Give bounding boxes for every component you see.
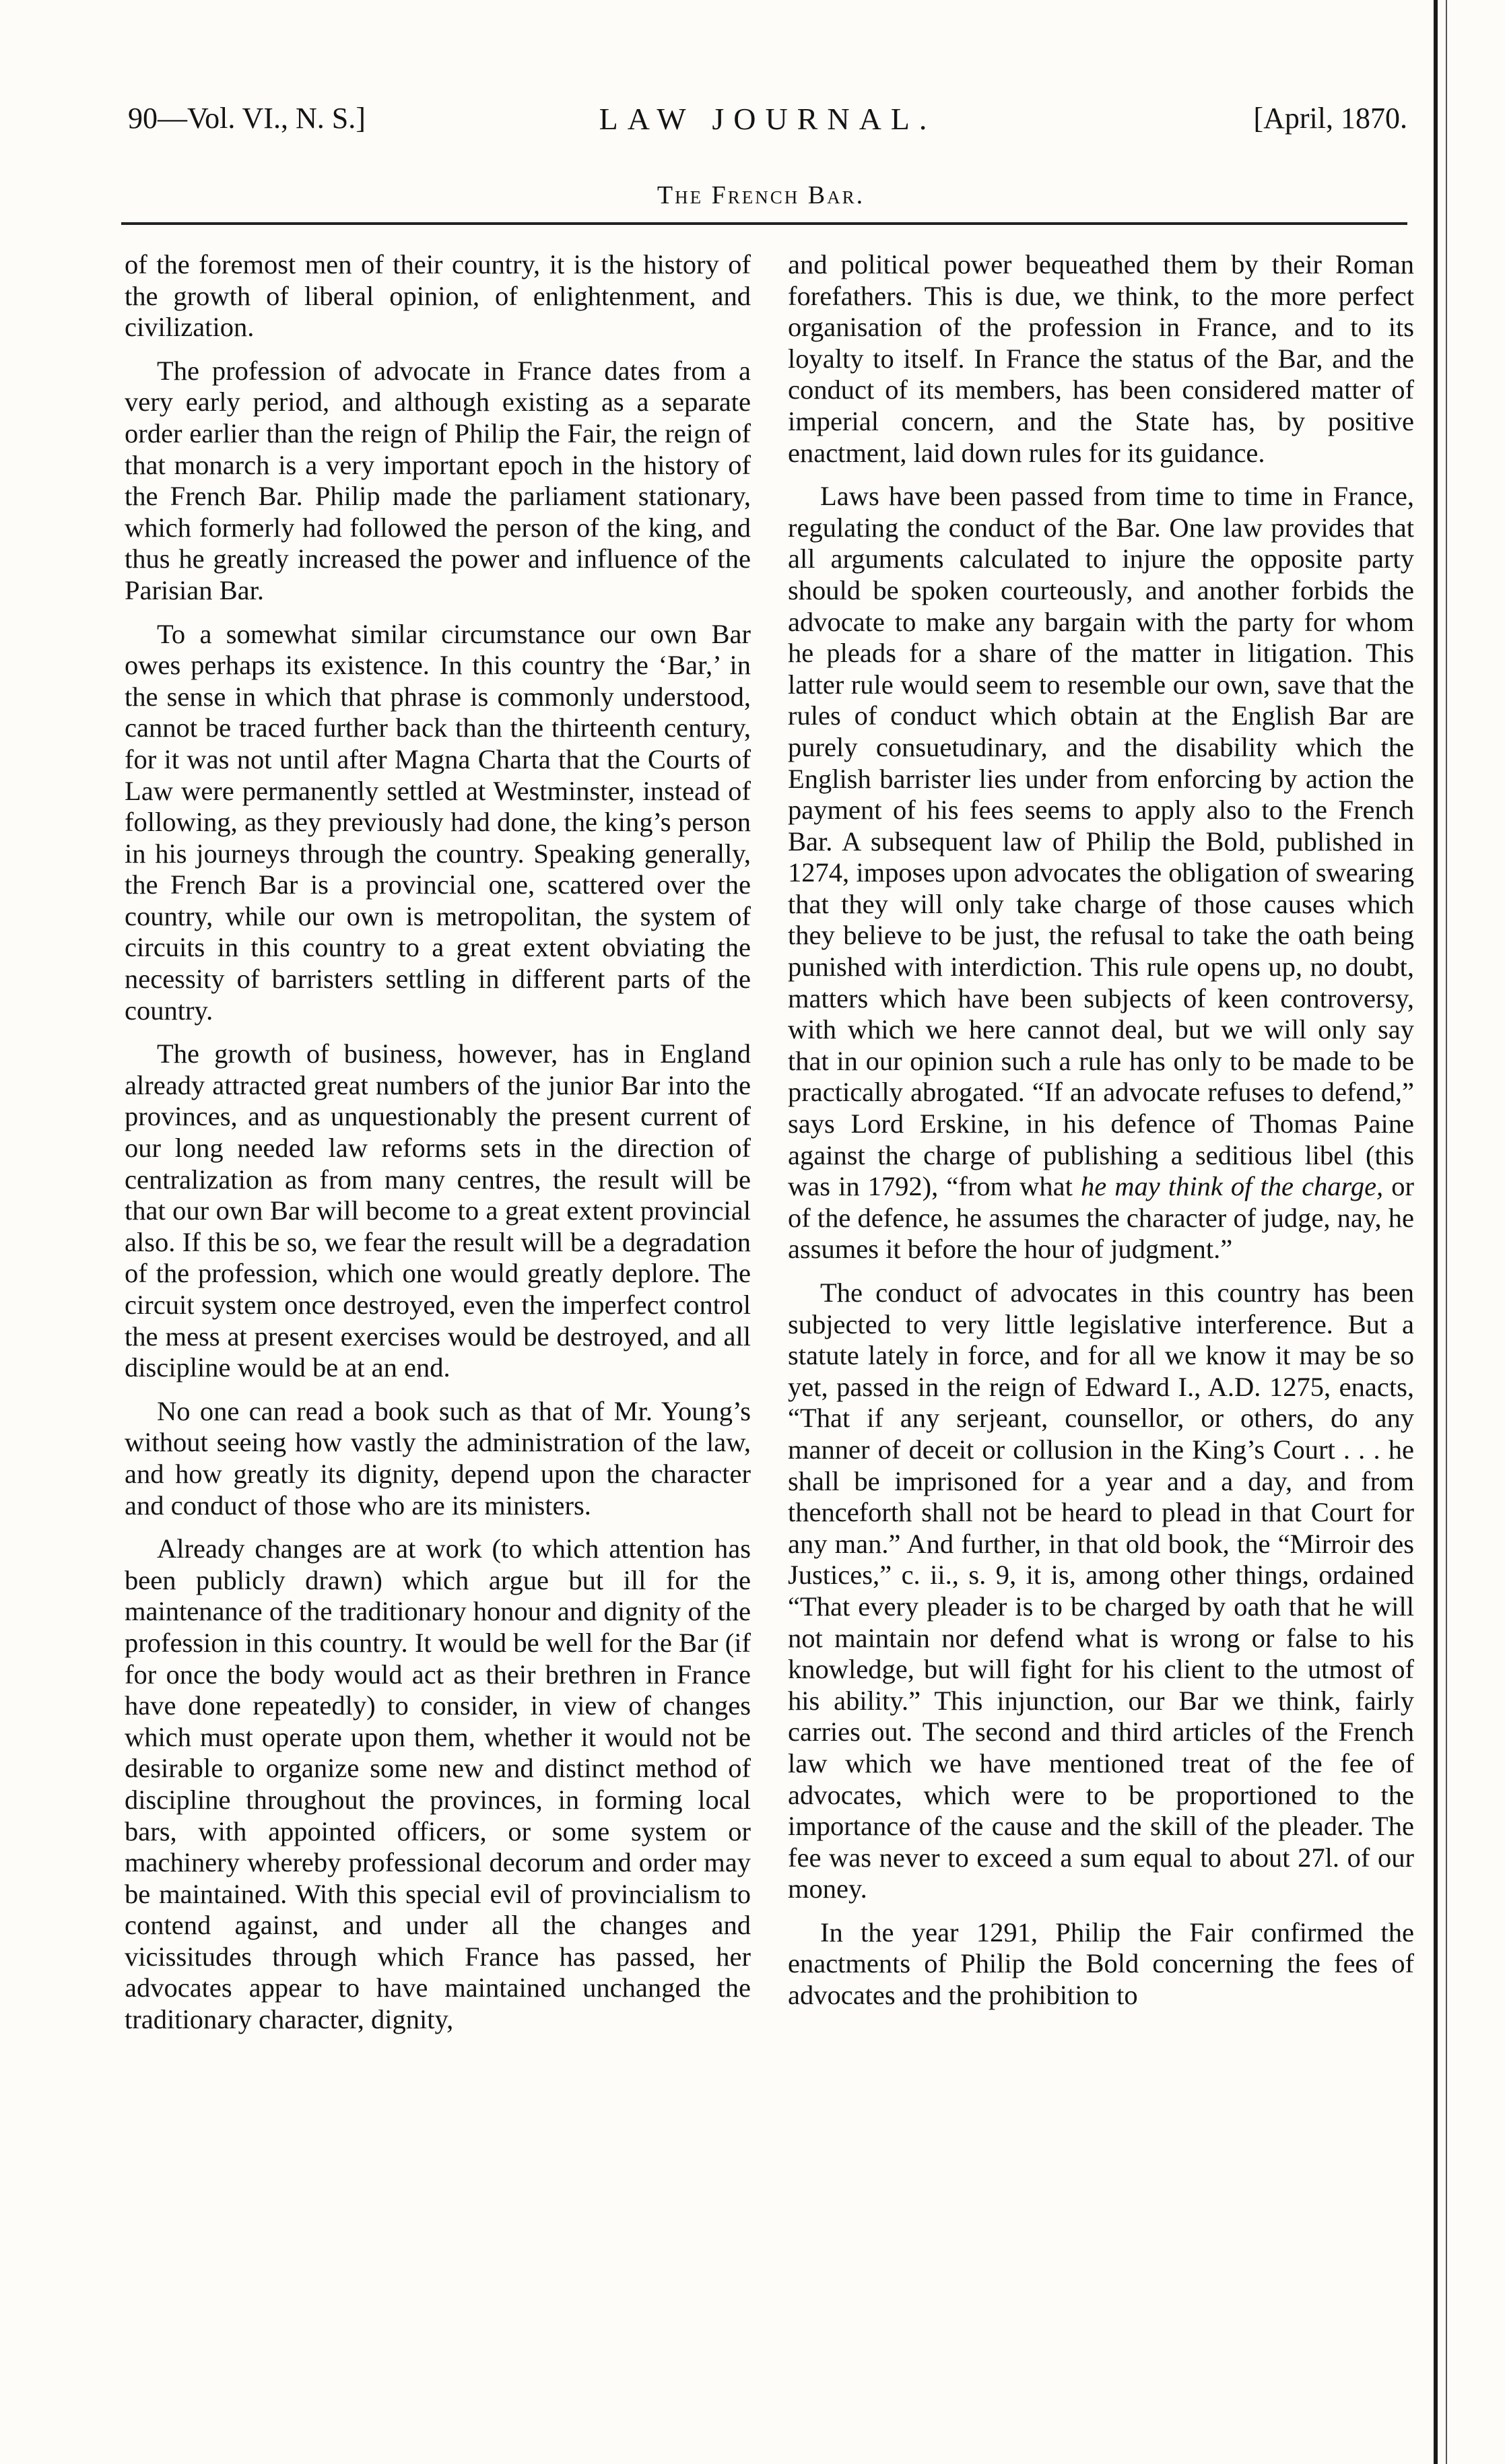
paragraph: Already changes are at work (to which attention has been publicly drawn) which argue but ill for the maintenance of the traditionary honour and dignity of the profession in this country. It would be well for the Bar (if for once the body would act as their brethren in France have done repeatedly) to consider, in view of changes which must operate upon them, whether it would not be desirable to organize some new and distinct method of discipline throughout the provinces, in forming local bars, with appointed officers, or some system or machinery whereby professional decorum and order may be maintained. With this special evil of provincialism to contend against, and under all the changes and vicissitudes through which France has passed, her advocates appear to have maintained unchanged the traditionary character, dignity,	[125, 1533, 751, 2035]
italic-quote: he may think of the charge,	[1080, 1171, 1384, 1202]
paragraph: To a somewhat similar circumstance our own Bar owes perhaps its existence. In this country the ‘Bar,’ in the sense in which that phrase is commonly understood, cannot be traced further back than the thirteenth century, for it was not until after Magna Charta that the Courts of Law were permanently settled at Westminster, instead of following, as they previously had done, the king’s person in his journeys through the country. Speaking generally, the French Bar is a provincial one, scattered over the country, while our own is metropolitan, the system of circuits in this country to a great extent obviating the necessity of barristers settling in different parts of the country.	[125, 618, 751, 1026]
paragraph: The growth of business, however, has in England already attracted great numbers of the junior Bar into the provinces, and as unquestionably the present current of our long needed law reforms sets in the direction of centralization as from many centres, the result will be that our own Bar will become to a great extent provincial also. If this be so, we fear the result will be a degradation of the profession, which one would greatly deplore. The circuit system once destroyed, even the imperfect control the mess at present exercises would be destroyed, and all discipline would be at an end.	[125, 1038, 751, 1383]
running-head	[128, 101, 1407, 141]
issue-date: [April, 1870.	[1253, 102, 1407, 135]
paragraph-text: Laws have been passed from time to time in France, regulating the conduct of the Bar. One law provides that all arguments calculated to injure the opposite party should be spoken courteously, and another forbids the advocate to make any bargain with the party for whom he pleads for a share of the matter in litigation. This latter rule would seem to resemble our own, save that the rules of conduct which obtain at the English Bar are purely consuetudinary, and the disability which the English barrister lies under from enforcing by action the payment of his fees seems to apply also to the French Bar. A subsequent law of Philip the Bold, published in 1274, imposes upon advocates the obligation of swearing that they will only take charge of those causes which they believe to be just, the refusal to take the oath being punished with interdiction. This rule opens up, no doubt, matters which have been subjects of keen controversy, with which we here cannot deal, but we will only say that in our opinion such a rule has only to be made to be practically abrogated. “If an advocate refuses to defend,” says Lord Erskine, in his defence of Thomas Paine against the charge of publishing a seditious libel (this was in 1792), “from what	[788, 481, 1414, 1202]
paragraph	[788, 481, 1414, 1265]
paragraph: The conduct of advocates in this country has been subjected to very little legislative interference. But a statute lately in force, and for all we know it may be so yet, passed in the reign of Edward I., A.D. 1275, enacts, “That if any serjeant, counsellor, or others, do any manner of deceit or collusion in the King’s Court . . . he shall be imprisoned for a year and a day, and from thenceforth shall not be heard to plead in that Court for any man.” And further, in that old book, the “Mirroir des Justices,” c. ii., s. 9, it is, among other things, ordained “That every pleader is to be charged by oath that he will not maintain nor defend what is wrong or false to his knowledge, but will fight for his client to the utmost of his ability.” This injunction, our Bar we think, fairly carries out. The second and third articles of the French law which we have mentioned treat of the fee of advocates, which were to be proportioned to the importance of the cause and the skill of the pleader. The fee was never to exceed a sum equal to about 27l. of our money.	[788, 1277, 1414, 1904]
paragraph: In the year 1291, Philip the Fair confirmed the enactments of Philip the Bold concerning the fees of advocates and the prohibition to	[788, 1917, 1414, 2011]
binding-edge-shadow	[1446, 0, 1447, 2464]
paragraph: of the foremost men of their country, it is the history of the growth of liberal opinion, of enlightenment, and civilization.	[125, 249, 751, 343]
paragraph: and political power bequeathed them by their Roman forefathers. This is due, we think, to the more perfect organisation of the profession in France, and to its loyalty to itself. In France the status of the Bar, and the conduct of its members, has been considered matter of imperial concern, and the State has, by positive enactment, laid down rules for its guidance.	[788, 249, 1414, 468]
journal-title: LAW JOURNAL.	[599, 102, 937, 136]
paragraph-text-tail: or of the defence, he assumes the character of judge, nay, he assumes it before the hour of judgment.”	[788, 1171, 1415, 1265]
header-rule	[121, 222, 1407, 225]
binding-edge	[1434, 0, 1438, 2464]
left-column	[125, 249, 751, 2048]
page-volume-label: 90—Vol. VI., N. S.]	[128, 102, 366, 135]
paragraph: No one can read a book such as that of Mr. Young’s without seeing how vastly the administration of the law, and how greatly its dignity, depend upon the character and conduct of those who are its ministers.	[125, 1395, 751, 1521]
right-column	[788, 249, 1414, 2024]
section-title: The French Bar.	[657, 181, 865, 209]
paragraph: The profession of advocate in France dates from a very early period, and although existing as a separate order earlier than the reign of Philip the Fair, the reign of that monarch is a very important epoch in the history of the French Bar. Philip made the parliament stationary, which formerly had followed the person of the king, and thus he greatly increased the power and influence of the Parisian Bar.	[125, 355, 751, 605]
